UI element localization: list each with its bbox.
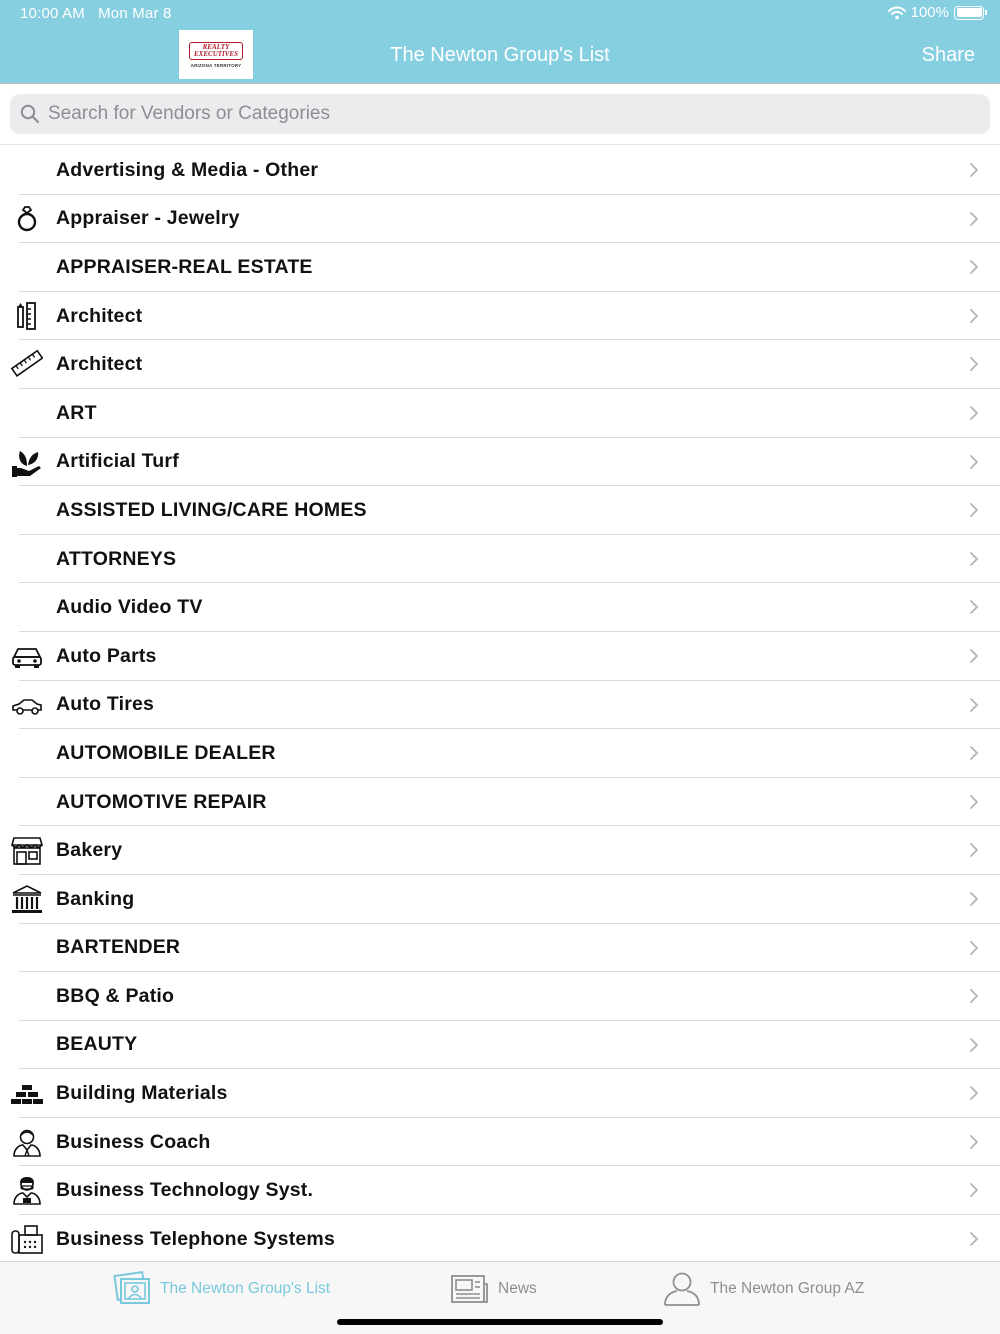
share-button[interactable]: Share — [921, 44, 975, 66]
logo-line-2: EXECUTIVES — [194, 49, 238, 58]
category-row[interactable] — [0, 681, 1000, 730]
search-icon — [20, 104, 40, 124]
category-list[interactable] — [0, 146, 1000, 1261]
category-row[interactable] — [0, 340, 1000, 389]
category-row[interactable] — [0, 535, 1000, 584]
category-label: BARTENDER — [56, 936, 181, 959]
category-label: APPRAISER-REAL ESTATE — [56, 255, 313, 278]
category-row[interactable] — [0, 729, 1000, 778]
category-row[interactable] — [0, 292, 1000, 341]
technician-icon — [10, 1174, 43, 1206]
battery-percent: 100% — [910, 4, 949, 21]
category-row[interactable] — [0, 1215, 1000, 1261]
category-row[interactable] — [0, 243, 1000, 292]
person-icon — [662, 1270, 702, 1308]
ruler-icon — [10, 348, 43, 380]
status-indicators — [888, 4, 984, 21]
category-row[interactable] — [0, 826, 1000, 875]
coach-icon — [10, 1126, 43, 1158]
category-row[interactable] — [0, 389, 1000, 438]
category-row[interactable] — [0, 146, 1000, 195]
category-row[interactable] — [0, 583, 1000, 632]
car-side-icon — [10, 689, 43, 721]
status-time — [20, 5, 172, 22]
tab-label: The Newton Group's List — [160, 1280, 331, 1297]
category-label: Business Coach — [56, 1130, 211, 1153]
category-label: Artificial Turf — [56, 450, 179, 473]
category-label: Business Telephone Systems — [56, 1227, 336, 1250]
category-label: Business Technology Syst. — [56, 1179, 314, 1202]
storefront-icon — [10, 834, 43, 866]
tab-newton-group-az[interactable] — [662, 1270, 864, 1308]
category-label: Bakery — [56, 839, 123, 862]
bank-icon — [10, 883, 43, 915]
drafting-tools-icon — [10, 300, 43, 332]
tab-newton-list[interactable] — [112, 1270, 330, 1308]
category-label: ASSISTED LIVING/CARE HOMES — [56, 498, 367, 521]
newspaper-icon — [450, 1270, 490, 1308]
category-label: BEAUTY — [56, 1033, 138, 1056]
category-label: ART — [56, 401, 97, 424]
logo-badge — [189, 42, 243, 60]
category-label: Banking — [56, 887, 135, 910]
category-row[interactable] — [0, 875, 1000, 924]
page-title: The Newton Group's List — [390, 44, 610, 66]
realty-executives-logo — [179, 30, 253, 79]
plant-hand-icon — [10, 446, 43, 478]
category-row[interactable] — [0, 1069, 1000, 1118]
category-row[interactable] — [0, 438, 1000, 487]
category-row[interactable] — [0, 924, 1000, 973]
fax-phone-icon — [10, 1223, 43, 1255]
car-front-icon — [10, 640, 43, 672]
battery-icon — [954, 6, 984, 20]
category-label: Auto Parts — [56, 644, 157, 667]
bricks-icon — [10, 1077, 43, 1109]
status-date: Mon Mar 8 — [98, 5, 172, 22]
tab-news[interactable] — [450, 1270, 537, 1308]
tab-label: News — [498, 1280, 537, 1297]
search-bar-container — [0, 84, 1000, 145]
logo-line-1: REALTY — [202, 42, 230, 51]
category-label: Appraiser - Jewelry — [56, 207, 240, 230]
search-input[interactable] — [48, 103, 948, 125]
status-clock: 10:00 AM — [20, 5, 85, 22]
category-row[interactable] — [0, 1166, 1000, 1215]
category-label: Building Materials — [56, 1082, 228, 1105]
category-label: Architect — [56, 304, 143, 327]
category-label: Advertising & Media - Other — [56, 158, 319, 181]
category-label: BBQ & Patio — [56, 984, 175, 1007]
home-indicator — [337, 1319, 663, 1325]
category-label: Auto Tires — [56, 693, 155, 716]
category-row[interactable] — [0, 778, 1000, 827]
category-label: Architect — [56, 353, 143, 376]
wifi-icon — [888, 6, 906, 20]
category-label: AUTOMOBILE DEALER — [56, 741, 276, 764]
photo-list-icon — [112, 1270, 152, 1308]
category-row[interactable] — [0, 1118, 1000, 1167]
category-row[interactable] — [0, 632, 1000, 681]
category-row[interactable] — [0, 1021, 1000, 1070]
tab-label: The Newton Group AZ — [710, 1280, 865, 1297]
category-label: AUTOMOTIVE REPAIR — [56, 790, 267, 813]
ring-icon — [10, 203, 43, 235]
category-label: ATTORNEYS — [56, 547, 177, 570]
category-row[interactable] — [0, 486, 1000, 535]
category-row[interactable] — [0, 195, 1000, 244]
search-bar[interactable] — [10, 94, 990, 134]
category-row[interactable] — [0, 972, 1000, 1021]
category-label: Audio Video TV — [56, 596, 203, 619]
navigation-header — [0, 0, 1000, 84]
logo-subtitle: ARIZONA TERRITORY — [190, 62, 242, 68]
